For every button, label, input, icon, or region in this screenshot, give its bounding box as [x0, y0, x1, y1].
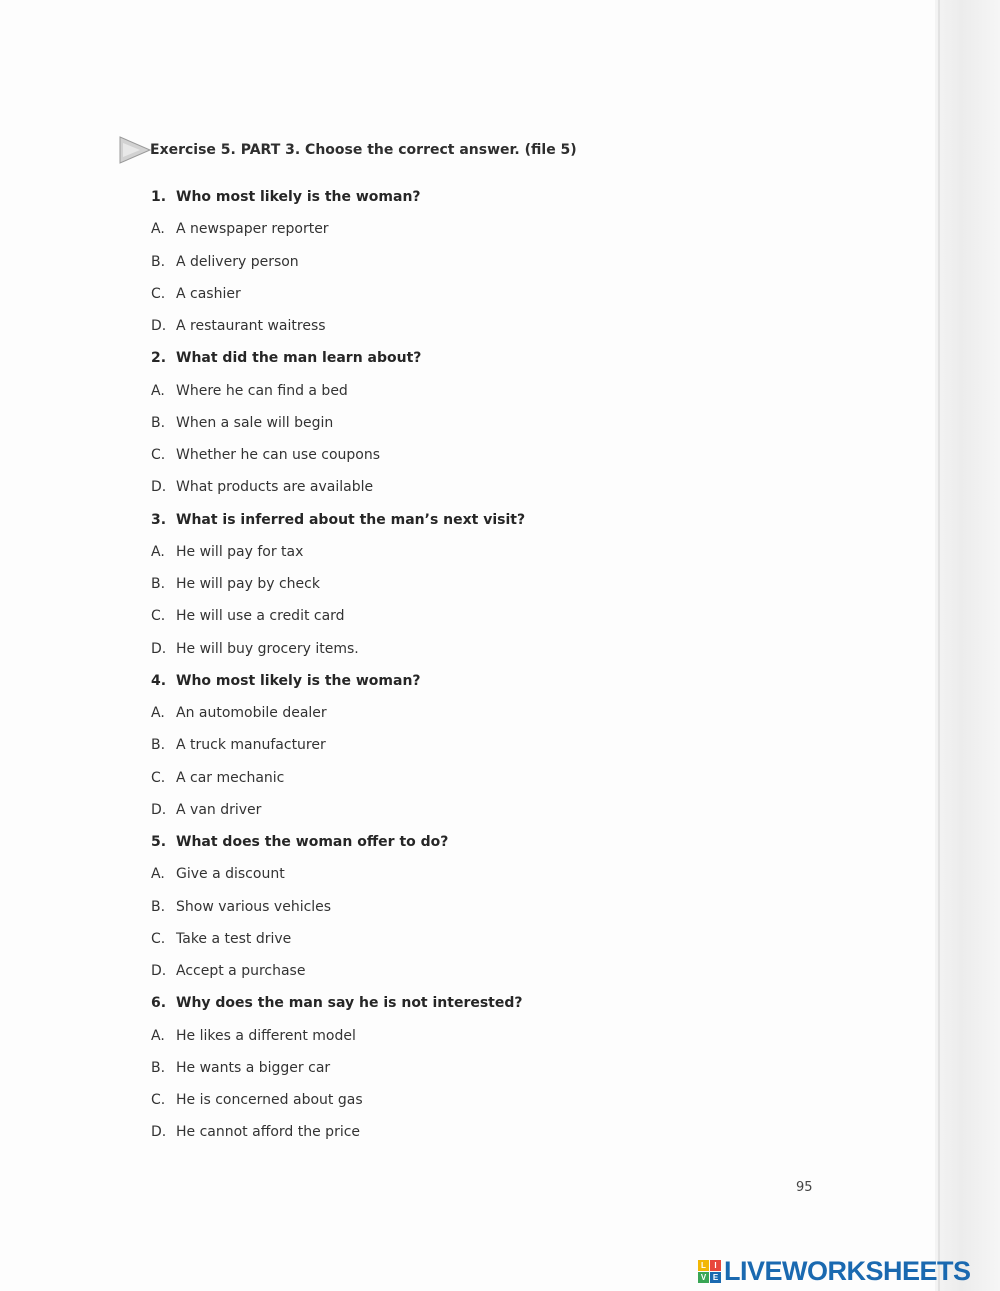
- option-text: He will buy grocery items.: [176, 640, 359, 657]
- question-number: 5.: [151, 834, 167, 850]
- logo-block-i: I: [710, 1260, 721, 1271]
- answer-option-3-b[interactable]: [151, 574, 320, 594]
- option-letter: B.: [151, 898, 166, 915]
- exercise-heading: [118, 135, 577, 165]
- option-letter: B.: [151, 414, 166, 431]
- option-text: He wants a bigger car: [176, 1059, 331, 1076]
- answer-option-6-c[interactable]: [151, 1090, 363, 1110]
- answer-option-3-a[interactable]: [151, 542, 303, 562]
- option-text: A cashier: [176, 285, 241, 302]
- option-letter: C.: [151, 1092, 166, 1108]
- answer-option-2-a[interactable]: [151, 381, 348, 401]
- answer-option-6-b[interactable]: [151, 1058, 330, 1078]
- exercise-title: Exercise 5. PART 3. Choose the correct answer. (file 5): [150, 142, 577, 158]
- question-3: [151, 510, 525, 530]
- option-letter: B.: [151, 1059, 166, 1076]
- answer-option-6-a[interactable]: [151, 1026, 356, 1046]
- liveworksheets-logo-icon: [698, 1260, 721, 1283]
- answer-option-5-d[interactable]: [151, 961, 305, 981]
- option-text: Give a discount: [176, 866, 285, 883]
- option-text: A restaurant waitress: [176, 318, 326, 334]
- option-text: A delivery person: [176, 253, 299, 270]
- question-number: 1.: [151, 189, 167, 205]
- question-number: 2.: [151, 350, 167, 367]
- answer-option-6-d[interactable]: [151, 1122, 360, 1142]
- option-text: He likes a different model: [176, 1027, 356, 1044]
- brand-wordmark: LIVEWORKSHEETS: [724, 1256, 971, 1286]
- answer-option-4-d[interactable]: [151, 800, 261, 820]
- logo-block-l: L: [698, 1260, 709, 1271]
- option-text: Where he can find a bed: [176, 382, 348, 399]
- page-edge: [938, 0, 940, 1291]
- answer-option-5-a[interactable]: [151, 864, 285, 884]
- option-text: He is concerned about gas: [176, 1092, 363, 1108]
- question-1: [151, 187, 421, 207]
- option-text: He will pay by check: [176, 576, 320, 592]
- option-text: What products are available: [176, 479, 374, 496]
- answer-option-3-d[interactable]: [151, 639, 359, 659]
- option-text: An automobile dealer: [176, 705, 327, 721]
- option-letter: A.: [151, 705, 165, 721]
- question-text: Who most likely is the woman?: [176, 672, 421, 689]
- question-number: 3.: [151, 511, 167, 528]
- option-letter: A.: [151, 1027, 165, 1044]
- option-letter: C.: [151, 447, 166, 463]
- question-text: What did the man learn about?: [176, 350, 422, 367]
- question-4: [151, 671, 421, 691]
- option-letter: A.: [151, 866, 165, 883]
- answer-option-1-c[interactable]: [151, 284, 241, 304]
- option-letter: D.: [151, 963, 167, 979]
- option-text: When a sale will begin: [176, 414, 334, 431]
- question-number: 6.: [151, 995, 167, 1012]
- answer-option-2-c[interactable]: [151, 445, 380, 465]
- option-letter: D.: [151, 1124, 167, 1141]
- option-text: He will use a credit card: [176, 608, 345, 625]
- logo-block-v: V: [698, 1272, 709, 1283]
- option-letter: C.: [151, 285, 166, 302]
- option-text: A car mechanic: [176, 769, 285, 786]
- option-text: A newspaper reporter: [176, 221, 329, 238]
- option-letter: A.: [151, 543, 165, 560]
- option-letter: D.: [151, 479, 167, 496]
- answer-option-4-b[interactable]: [151, 735, 326, 755]
- option-letter: C.: [151, 608, 166, 625]
- option-text: A truck manufacturer: [176, 737, 326, 754]
- option-text: Whether he can use coupons: [176, 447, 381, 463]
- question-text: Why does the man say he is not interested?: [176, 995, 523, 1012]
- option-letter: D.: [151, 801, 167, 818]
- answer-option-2-b[interactable]: [151, 413, 333, 433]
- option-letter: A.: [151, 221, 165, 238]
- option-text: Take a test drive: [176, 930, 292, 947]
- logo-block-e: E: [710, 1272, 721, 1283]
- triangle-arrow-icon: [118, 135, 152, 165]
- question-number: 4.: [151, 672, 167, 689]
- page-number: 95: [796, 1180, 813, 1195]
- answer-option-1-a[interactable]: [151, 219, 329, 239]
- page-shadow: [935, 0, 1000, 1291]
- answer-option-5-c[interactable]: [151, 929, 291, 949]
- option-text: He will pay for tax: [176, 543, 304, 560]
- liveworksheets-logo: [698, 1256, 971, 1287]
- option-text: A van driver: [176, 801, 262, 818]
- answer-option-1-b[interactable]: [151, 252, 299, 272]
- answer-option-3-c[interactable]: [151, 606, 345, 626]
- answer-option-2-d[interactable]: [151, 477, 373, 497]
- option-letter: D.: [151, 640, 167, 657]
- option-letter: D.: [151, 318, 167, 334]
- answer-option-5-b[interactable]: [151, 897, 331, 917]
- option-letter: B.: [151, 576, 166, 592]
- option-letter: A.: [151, 382, 165, 399]
- question-2: [151, 348, 421, 368]
- answer-option-4-a[interactable]: [151, 703, 327, 723]
- option-text: Show various vehicles: [176, 898, 332, 915]
- option-letter: C.: [151, 769, 166, 786]
- question-text: What is inferred about the man’s next visit?: [176, 511, 526, 528]
- question-5: [151, 832, 448, 852]
- option-text: He cannot afford the price: [176, 1124, 361, 1141]
- option-letter: C.: [151, 930, 166, 947]
- option-text: Accept a purchase: [176, 963, 306, 979]
- option-letter: B.: [151, 253, 166, 270]
- option-letter: B.: [151, 737, 166, 754]
- question-text: Who most likely is the woman?: [176, 189, 421, 205]
- answer-option-1-d[interactable]: [151, 316, 326, 336]
- question-6: [151, 993, 523, 1013]
- answer-option-4-c[interactable]: [151, 768, 284, 788]
- question-text: What does the woman offer to do?: [176, 834, 449, 850]
